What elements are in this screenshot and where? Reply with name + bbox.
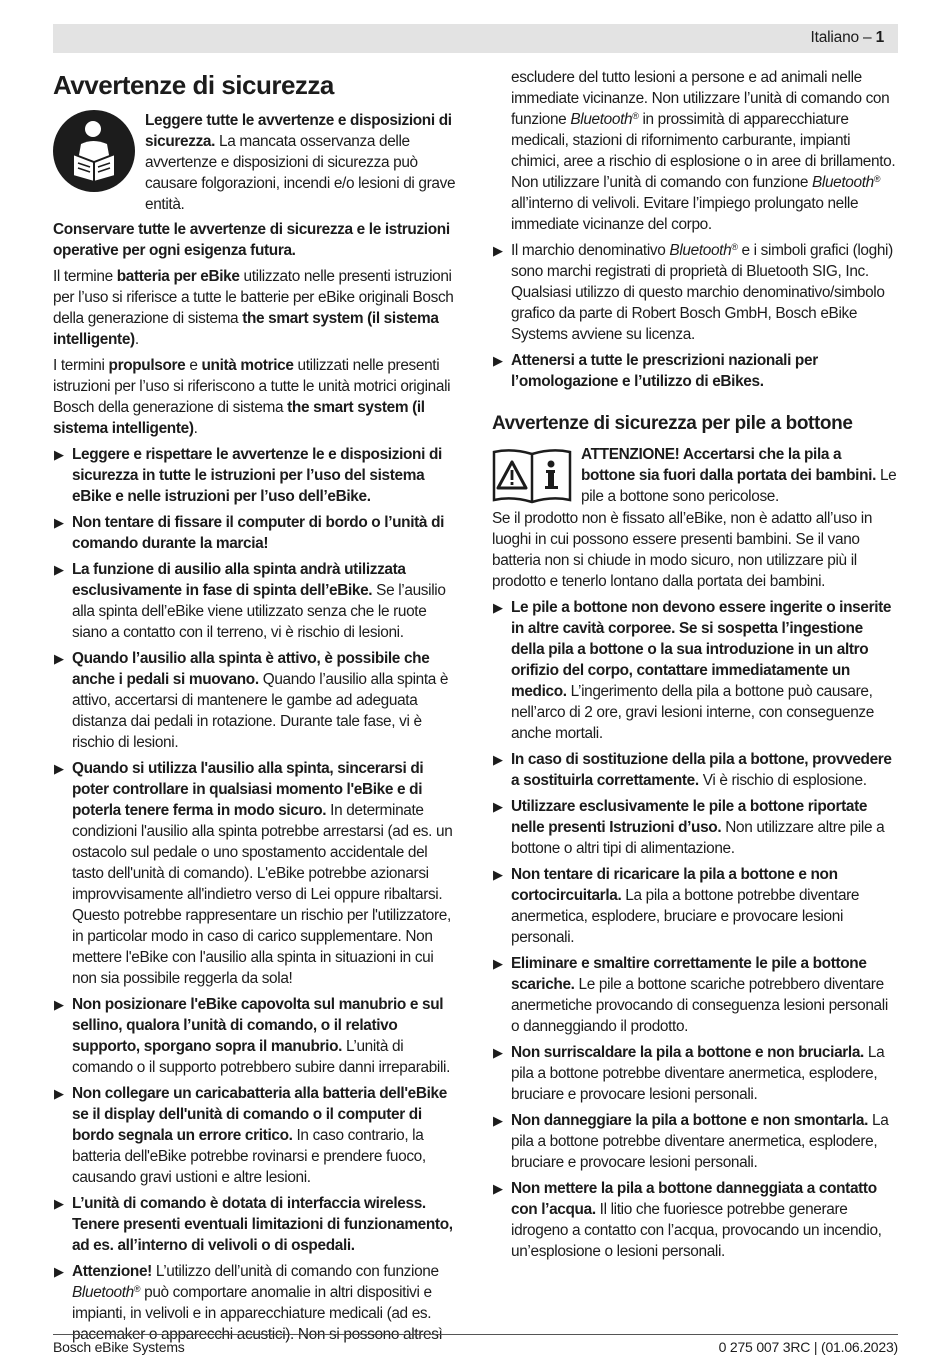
- bluetooth-term: Bluetooth: [72, 1284, 134, 1301]
- list-item: [492, 350, 897, 392]
- triangle-right-icon: ▶: [54, 651, 64, 666]
- list-item: [53, 1083, 461, 1188]
- bullet-bold: Non mettere la pila a bottone danneggiata a contatto con l’acqua.: [511, 1180, 877, 1218]
- page-title: Avvertenze di sicurezza: [53, 70, 334, 100]
- national-rules: Attenersi a tutte le prescrizioni nazionali per l’omologazione e l’utilizzo di eBikes.: [511, 352, 818, 390]
- p1-d: the smart system (il sistema intelligente): [53, 310, 439, 348]
- triangle-right-icon: ▶: [493, 752, 503, 767]
- left-column: [53, 68, 461, 1350]
- list-item: [492, 597, 897, 744]
- list-item: [492, 749, 897, 791]
- bullet-text: In caso contrario, la batteria dell'eBike potrebbe rovinarsi e prendere fuoco, causando gravi ustioni e altre lesioni.: [72, 1127, 426, 1186]
- warning-text: Le pile a bottone sono pericolose.: [581, 467, 897, 505]
- triangle-right-icon: ▶: [493, 867, 503, 882]
- bullet-text: Non utilizzare altre pile a bottone o altri tipi di alimentazione.: [511, 819, 885, 857]
- triangle-right-icon: ▶: [493, 956, 503, 971]
- bullet-bold: Non collegare un caricabatteria alla batteria dell'eBike se il display dell'unità di comando o il computer di bordo segnala un errore critico.: [72, 1085, 447, 1144]
- warning-paragraph: [581, 444, 897, 507]
- battery-term-paragraph: [53, 266, 461, 350]
- bullet-text: La pila a bottone potrebbe diventare anermetica, esplodere, bruciare e provocare lesioni personali.: [511, 887, 860, 946]
- triangle-right-icon: ▶: [54, 761, 64, 776]
- bullet-bold: In caso di sostituzione della pila a bottone, provvedere a sostituirla correttamente.: [511, 751, 892, 789]
- page-header-text: [811, 29, 884, 47]
- list-item: [53, 512, 461, 554]
- p1-e: .: [134, 331, 139, 348]
- cont-b: in prossimità di apparecchiature medicali, stazioni di rifornimento carburante, impianti chimici, aree a rischio di esplosione o in aree di brillamento. Non utilizzare l’unità di comando con funzione: [511, 111, 896, 191]
- section-title: Avvertenze di sicurezza per pile a bottone: [492, 413, 853, 434]
- bullet-text: Il litio che fuoriesce potrebbe generare idrogeno a contatto con l’acqua, provocando un incendio, un’esplosione o lesioni personali.: [511, 1201, 882, 1260]
- list-item: [53, 1193, 461, 1256]
- p2-g: .: [193, 420, 198, 437]
- list-item: [53, 1261, 461, 1345]
- list-item: [492, 1110, 897, 1173]
- coin-cell-bullet-list: [492, 597, 897, 1262]
- attention-text-a: L’utilizzo dell’unità di comando con funzione: [151, 1263, 439, 1280]
- triangle-right-icon: ▶: [493, 1113, 503, 1128]
- bullet-bold: Eliminare e smaltire correttamente le pile a bottone scariche.: [511, 955, 867, 993]
- p1-c: utilizzato nelle presenti istruzioni per l’uso si riferisce a tutte le batterie per eBike originali Bosch della generazione di sistema: [53, 268, 454, 327]
- cont-a: escludere del tutto lesioni a persone e ad animali nelle immediate vicinanze. Non utilizzare l’unità di comando con funzione: [511, 69, 890, 128]
- bluetooth-term: Bluetooth: [570, 111, 633, 128]
- p2-f: the smart system (il sistema intelligente): [53, 399, 425, 437]
- keep-notice-text: Conservare tutte le avvertenze di sicurezza e le istruzioni operative per ogni esigenza futura.: [53, 221, 450, 259]
- keep-notice: [53, 219, 461, 261]
- intro-block: [53, 110, 461, 215]
- list-item: [492, 796, 897, 859]
- right-top-bullet-list: [492, 240, 897, 392]
- trademark-a: Il marchio denominativo: [511, 242, 670, 259]
- bullet-text: L’ingerimento della pila a bottone può causare, nell’arco di 2 ore, gravi lesioni interne, con conseguenze anche mortali.: [511, 683, 874, 742]
- warning-block: [492, 444, 897, 508]
- bullet-text: La pila a bottone potrebbe diventare anermetica, esplodere, bruciare e provocare lesioni personali.: [511, 1044, 885, 1103]
- bullet-bold: Quando si utilizza l'ausilio alla spinta, sincerarsi di poter controllare in qualsiasi momento l'eBike e di poterla tenere ferma in modo sicuro.: [72, 760, 424, 819]
- p2-e: utilizzati nelle presenti istruzioni per l’uso si riferiscono a tutte le unità motrici originali Bosch della generazione di sistema: [53, 357, 451, 416]
- bullet-bold: L’unità di comando è dotata di interfaccia wireless. Tenere presenti eventuali limitazioni di funzionamento, ad es. all’interno di velivoli o di ospedali.: [72, 1195, 453, 1254]
- triangle-right-icon: ▶: [54, 1086, 64, 1101]
- bullet-bold: Non surriscaldare la pila a bottone e non bruciarla.: [511, 1044, 864, 1061]
- p2-b: propulsore: [108, 357, 186, 374]
- triangle-right-icon: ▶: [54, 562, 64, 577]
- list-item: [53, 444, 461, 507]
- list-item: [53, 758, 461, 989]
- product-note: Se il prodotto non è fissato all’eBike, non è adatto all’uso in luoghi in cui possono essere presenti bambini. Se il vano batteria non si chiude in modo sicuro, non utilizzare più il prodotto e tenerlo lontano dalla portata dei bambini.: [492, 510, 873, 590]
- bullet-text: Quando l’ausilio alla spinta è attivo, accertarsi di mantenere le gambe ad adeguata distanza dai pedali in rotazione. Durante tale fase, vi è rischio di lesioni.: [72, 671, 449, 751]
- bullet-bold: Leggere e rispettare le avvertenze le e disposizioni di sicurezza in tutte le istruzioni per l’uso del sistema eBike e nelle istruzioni per l’uso dell’eBike.: [72, 446, 442, 505]
- warning-bold: ATTENZIONE! Accertarsi che la pila a bottone sia fuori dalla portata dei bambini.: [581, 446, 877, 484]
- bullet-bold: Non danneggiare la pila a bottone e non smontarla.: [511, 1112, 869, 1129]
- list-item: [492, 1178, 897, 1262]
- header-separator: –: [863, 29, 872, 46]
- list-item: [492, 240, 897, 345]
- p2-d: unità motrice: [201, 357, 294, 374]
- triangle-right-icon: ▶: [54, 1264, 64, 1279]
- bullet-bold: Quando l’ausilio alla spinta è attivo, è possibile che anche i pedali si muovano.: [72, 650, 430, 688]
- footer-company: Bosch eBike Systems: [53, 1339, 185, 1355]
- page-footer: [53, 1334, 898, 1357]
- list-item: [492, 953, 897, 1037]
- intro-paragraph: [145, 110, 461, 215]
- bullet-text: Se l’ausilio alla spinta dell’eBike viene utilizzato senza che le ruote siano a contatto con il terreno, vi è rischio di lesioni.: [72, 582, 446, 641]
- attention-text-b: può comportare anomalie in altri dispositivi e impianti, in velivoli e in apparecchiature medicali (ad es. pacemaker o apparecchi acustici). Non si possono altresì: [72, 1284, 443, 1343]
- registered-mark: ®: [731, 242, 738, 252]
- left-bullet-list: [53, 444, 461, 1345]
- trademark-b: e i simboli grafici (loghi) sono marchi registrati di proprietà di Bluetooth SIG, Inc. Qualsiasi utilizzo di questo marchio denominativo/simbolo grafico da parte di Robert Bosch GmbH, Bosch eBike Systems avviene su licenza.: [511, 242, 893, 343]
- triangle-right-icon: ▶: [54, 997, 64, 1012]
- bluetooth-term: Bluetooth: [669, 242, 732, 259]
- bullet-text: La pila a bottone potrebbe diventare anermetica, esplodere, bruciare e provocare lesioni personali.: [511, 1112, 889, 1171]
- drive-term-paragraph: [53, 355, 461, 439]
- header-language: Italiano: [810, 29, 859, 46]
- bullet-text: In determinate condizioni l'ausilio alla spinta potrebbe arrestarsi (ad es. un ostacolo sul pedale o uno spostamento accidentale del tasto dell'unità di comando). L'eBike potrebbe azionarsi improvvisamente all'indietro verso di Lei oppure ribaltarsi. Questo potrebbe rappresentare un rischio per l'utilizzatore, in particolar modo in caso di carico supplementare. Non mettere l'eBike con l'ausilio alla spinta in situazioni in cui non sia possibile reggerla da sola!: [72, 802, 453, 987]
- bullet-bold: Non posizionare l'eBike capovolta sul manubrio e sul sellino, qualora l’unità di comando, o il relativo supporto, sporgano sopra il manubrio.: [72, 996, 444, 1055]
- page-header: [53, 24, 898, 53]
- triangle-right-icon: ▶: [493, 600, 503, 615]
- triangle-right-icon: ▶: [54, 447, 64, 462]
- triangle-right-icon: ▶: [493, 243, 503, 258]
- list-item: [53, 559, 461, 643]
- p2-c: e: [185, 357, 202, 374]
- page-number: 1: [875, 29, 884, 46]
- attention-continuation: [511, 67, 897, 235]
- list-item: [492, 864, 897, 948]
- list-item: [492, 1042, 897, 1105]
- bullet-bold: La funzione di ausilio alla spinta andrà utilizzata esclusivamente in fase di spinta dell’eBike.: [72, 561, 406, 599]
- bullet-text: Vi è rischio di esplosione.: [698, 772, 867, 789]
- p2-a: I termini: [53, 357, 109, 374]
- bullet-text: Le pile a bottone scariche potrebbero diventare anermetiche provocando di conseguenza lesioni personali o danneggiando il prodotto.: [511, 976, 888, 1035]
- triangle-right-icon: ▶: [493, 353, 503, 368]
- footer-doc-number: 0 275 007 3RC | (01.06.2023): [718, 1339, 898, 1355]
- registered-mark: ®: [133, 1284, 141, 1294]
- right-column: [492, 67, 897, 1267]
- p1-b: batteria per eBike: [116, 268, 240, 285]
- triangle-right-icon: ▶: [493, 1045, 503, 1060]
- bullet-bold: Utilizzare esclusivamente le pile a bottone riportate nelle presenti Istruzioni d’uso.: [511, 798, 868, 836]
- bullet-bold: Le pile a bottone non devono essere ingerite o inserite in altre cavità corporee. Se si sospetta l’ingestione della pila a bottone o la sua introduzione in un altro orifizio del corpo, contattare immediatamente un medico.: [511, 599, 892, 700]
- triangle-right-icon: ▶: [493, 799, 503, 814]
- triangle-right-icon: ▶: [493, 1181, 503, 1196]
- intro-bold: Leggere tutte le avvertenze e disposizioni di sicurezza.: [145, 112, 452, 150]
- bullet-text: L’unità di comando o il supporto potrebbero subire danni irreparabili.: [72, 1038, 451, 1076]
- list-item: [53, 994, 461, 1078]
- registered-mark: ®: [873, 174, 881, 184]
- attention-bold: Attenzione!: [72, 1263, 152, 1280]
- registered-mark: ®: [632, 111, 639, 121]
- cont-c: all’interno di velivoli. Evitare l’impiego prolungato nelle immediate vicinanze del corpo.: [511, 195, 859, 233]
- p1-a: Il termine: [53, 268, 117, 285]
- intro-text: La mancata osservanza delle avvertenze e disposizioni di sicurezza può causare folgorazioni, incendi e/o lesioni di grave entità.: [145, 133, 456, 213]
- warning-info-icon: [492, 448, 572, 504]
- bullet-bold: Non tentare di fissare il computer di bordo o l’unità di comando durante la marcia!: [72, 514, 445, 552]
- bullet-bold: Non tentare di ricaricare la pila a bottone e non cortocircuitarla.: [511, 866, 838, 904]
- triangle-right-icon: ▶: [54, 1196, 64, 1211]
- list-item: [53, 648, 461, 753]
- triangle-right-icon: ▶: [54, 515, 64, 530]
- read-manual-icon: [53, 110, 135, 192]
- bluetooth-term: Bluetooth: [811, 174, 874, 191]
